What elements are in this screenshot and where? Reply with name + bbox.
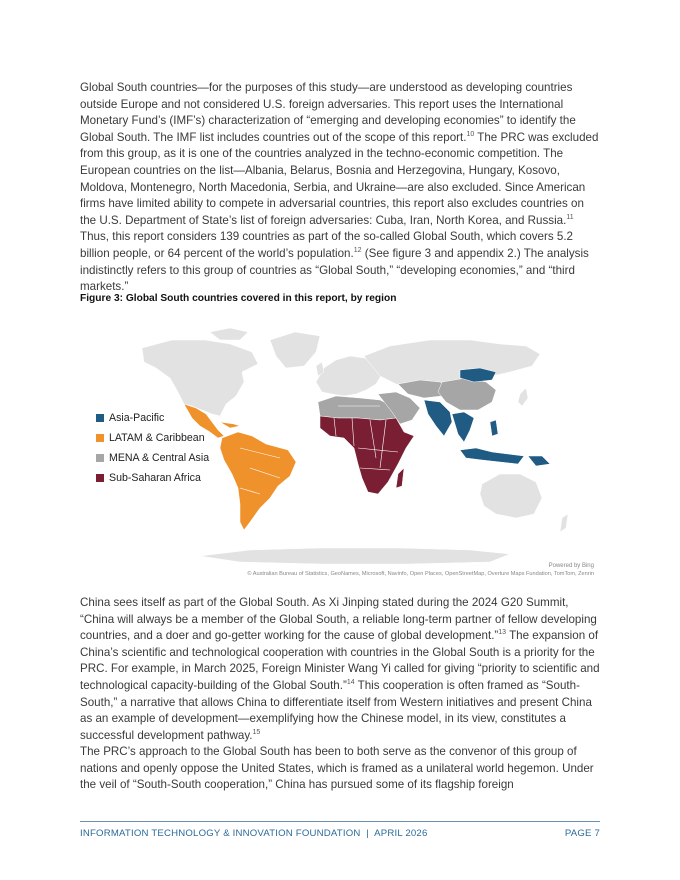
- legend-swatch-mena-central-asia: [96, 454, 104, 462]
- footnote-marker[interactable]: 14: [346, 679, 355, 687]
- footnote-marker[interactable]: 11: [566, 213, 574, 221]
- paragraph-text: China sees itself as part of the Global South. As Xi Jinping stated during the 2024 G20 Summit, “China will always be a member of the Global South, a reliable long-term partner of fellow developing countries, and a doer and go-getter working for the cause of global development.”: [80, 596, 597, 643]
- legend-swatch-sub-saharan-africa: [96, 474, 104, 482]
- body-paragraph-3: The PRC’s approach to the Global South has been to both serve as the convenor of this group of nations and openly oppose the United States, which is framed as a unilateral world hegemon. Under the veil of “South-South cooperation,” China has pursued some of its flagship foreign: [80, 745, 594, 792]
- legend-label: Asia-Pacific: [109, 412, 165, 424]
- map-region-antarctica: [200, 548, 510, 564]
- map-region-china-excluded-base: [438, 378, 496, 410]
- map-region-asia-philippines: [490, 420, 498, 436]
- figure-caption: Figure 3: Global South countries covered in this report, by region: [80, 293, 397, 304]
- map-region-asia-southeast-mainland: [452, 412, 474, 442]
- legend-item-latam-caribbean: [96, 428, 209, 448]
- body-paragraph-2: [80, 595, 600, 744]
- legend-item-asia-pacific: [96, 408, 209, 428]
- legend-label: MENA & Central Asia: [109, 452, 210, 464]
- footer-publisher: INFORMATION TECHNOLOGY & INNOVATION FOUNDATION | APRIL 2026: [80, 828, 428, 839]
- footer-page-number: PAGE 7: [564, 828, 600, 839]
- map-region-latam-caribbean: [220, 422, 240, 428]
- paragraph-text: This cooperation is often framed as “South-South,” a narrative that allows China to differentiate itself from Western initiatives and present China as an example of development—exemplifying how the Chinese model, in its view, constitutes a successful development pathway.: [80, 678, 592, 742]
- map-credits: © Australian Bureau of Statistics, GeoNames, Microsoft, Navinfo, Open Places, OpenStreetMap, Overture Maps Fundation, TomTom, Zenrin: [247, 571, 594, 577]
- paragraph-text: Thus, this report considers 139 countries as part of the so-called Global South, which covers 5.2 billion people, or 64 percent of the world’s population.: [80, 230, 573, 260]
- footer-divider: [80, 821, 600, 822]
- map-region-madagascar: [396, 468, 404, 488]
- map-region-latam-south-america: [220, 432, 296, 530]
- map-region-north-america: [142, 340, 258, 416]
- legend-item-sub-saharan-africa: [96, 468, 209, 488]
- map-region-new-zealand: [560, 514, 568, 532]
- legend-swatch-latam-caribbean: [96, 434, 104, 442]
- map-region-australia: [480, 474, 542, 518]
- paragraph-text: Global South countries—for the purposes of this study—are understood as developing countries outside Europe and not considered U.S. foreign adversaries. This report uses the International Monetary Fund’s (IMF’s) characterization of “emerging and developing economies” to identify the Global South. The IMF list includes countries out of the scope of this report.: [80, 81, 576, 144]
- paragraph-text: (See figure 3 and appendix 2.) The analysis indistinctly refers to this group of countries as “Global South,” “developing economies,” and “third markets.”: [80, 246, 589, 294]
- map-region-asia-indonesia: [460, 448, 524, 464]
- paragraph-text: The expansion of China’s scientific and technological cooperation with countries in the Global South is a priority for the PRC. For example, in March 2025, Foreign Minister Wang Yi called for giving “priority to scientific and technological capacity-building of the Global South.”: [80, 629, 600, 692]
- footnote-marker[interactable]: 12: [353, 247, 362, 255]
- map-region-japan: [518, 388, 528, 406]
- legend-item-mena-central-asia: [96, 448, 209, 468]
- paragraph-text: The PRC was excluded from this group, as it is one of the countries analyzed in the techno-economic competition. The European countries on the list—Albania, Belarus, Bosnia and Herzegovina, Hungary, Kosovo, Moldova, Montenegro, North Macedonia, Serbia, and Ukraine—are also excluded. Since American firms have limited ability to compete in adversarial countries, this report also excludes countries on the U.S. Department of State’s list of foreign adversaries: Cuba, Iran, North Korea, and Russia.: [80, 130, 599, 227]
- body-paragraph-1: [80, 80, 600, 296]
- legend-swatch-asia-pacific: [96, 414, 104, 422]
- map-region-asia-png: [528, 456, 550, 466]
- legend-label: LATAM & Caribbean: [109, 432, 205, 444]
- map-region-asia-south-asia: [424, 400, 452, 436]
- footnote-marker[interactable]: 13: [498, 629, 507, 637]
- map-region-arctic-islands: [210, 328, 248, 340]
- map-powered-by: Powered by Bing: [548, 563, 594, 569]
- map-legend: [96, 408, 209, 488]
- legend-label: Sub-Saharan Africa: [109, 472, 201, 484]
- map-region-greenland: [270, 332, 320, 368]
- footnote-marker[interactable]: 15: [252, 728, 261, 736]
- footnote-marker[interactable]: 10: [466, 130, 475, 138]
